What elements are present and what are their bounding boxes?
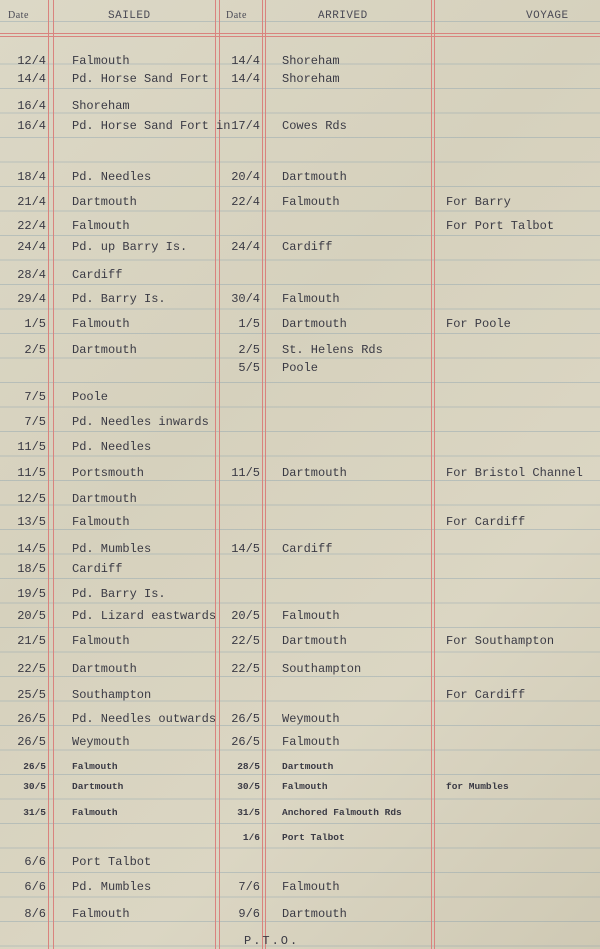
header-arrived: ARRIVED — [318, 10, 368, 22]
arrived-date: 30/4 — [231, 292, 260, 306]
log-row — [0, 609, 600, 627]
sailed-place: Portsmouth — [72, 466, 145, 480]
log-row — [0, 542, 600, 560]
arrived-date: 26/5 — [231, 712, 260, 726]
arrived-place: Poole — [282, 361, 319, 375]
arrived-place: Falmouth — [282, 880, 340, 894]
arrived-date: 5/5 — [238, 361, 260, 375]
arrived-place: Dartmouth — [282, 634, 347, 648]
voyage-note: For Poole — [446, 317, 511, 331]
sailed-date: 26/5 — [23, 761, 46, 772]
log-row — [0, 170, 600, 188]
sailed-place: Dartmouth — [72, 492, 137, 506]
sailed-date: 29/4 — [17, 292, 46, 306]
arrived-date: 22/5 — [231, 662, 260, 676]
log-row — [0, 807, 600, 825]
sailed-date: 16/4 — [17, 99, 46, 113]
log-row — [0, 466, 600, 484]
sailed-date: 16/4 — [17, 119, 46, 133]
log-row — [0, 735, 600, 753]
arrived-date: 7/6 — [238, 880, 260, 894]
arrived-place: Falmouth — [282, 735, 340, 749]
arrived-place: Falmouth — [282, 781, 328, 792]
sailed-place: Dartmouth — [72, 195, 137, 209]
log-row — [0, 195, 600, 213]
arrived-place: Anchored Falmouth Rds — [282, 807, 402, 818]
sailed-date: 26/5 — [17, 735, 46, 749]
arrived-place: Dartmouth — [282, 170, 347, 184]
log-row — [0, 688, 600, 706]
voyage-note: For Southampton — [446, 634, 555, 648]
log-row — [0, 761, 600, 779]
sailed-place: Falmouth — [72, 761, 118, 772]
sailed-date: 30/5 — [23, 781, 46, 792]
log-row — [0, 415, 600, 433]
arrived-place: Cardiff — [282, 240, 333, 254]
sailed-date: 21/5 — [17, 634, 46, 648]
arrived-place: Southampton — [282, 662, 362, 676]
sailed-date: 22/5 — [17, 662, 46, 676]
log-row — [0, 317, 600, 335]
sailed-place: Falmouth — [72, 219, 130, 233]
voyage-note: For Barry — [446, 195, 511, 209]
sailed-date: 26/5 — [17, 712, 46, 726]
header-date-arrived: Date — [226, 10, 247, 21]
sailed-date: 18/4 — [17, 170, 46, 184]
voyage-note: For Bristol Channel — [446, 466, 583, 480]
arrived-place: Port Talbot — [282, 832, 345, 843]
voyage-note: For Port Talbot — [446, 219, 555, 233]
arrived-date: 22/5 — [231, 634, 260, 648]
arrived-date: 20/5 — [231, 609, 260, 623]
arrived-date: 9/6 — [238, 907, 260, 921]
sailed-place: Poole — [72, 390, 109, 404]
sailed-place: Pd. Horse Sand Fort — [72, 72, 209, 86]
arrived-place: Weymouth — [282, 712, 340, 726]
sailed-date: 25/5 — [17, 688, 46, 702]
sailed-place: Pd. Needles — [72, 440, 152, 454]
sailed-date: 14/5 — [17, 542, 46, 556]
sailed-date: 20/5 — [17, 609, 46, 623]
log-row — [0, 515, 600, 533]
sailed-place: Southampton — [72, 688, 152, 702]
arrived-date: 2/5 — [238, 343, 260, 357]
arrived-date: 28/5 — [237, 761, 260, 772]
sailed-place: Pd. up Barry Is. — [72, 240, 188, 254]
sailed-date: 18/5 — [17, 562, 46, 576]
log-row — [0, 268, 600, 286]
log-row — [0, 72, 600, 90]
arrived-place: Falmouth — [282, 195, 340, 209]
arrived-date: 14/4 — [231, 54, 260, 68]
sailed-place: Pd. Needles inwards — [72, 415, 209, 429]
sailed-date: 24/4 — [17, 240, 46, 254]
header-rule — [0, 36, 600, 37]
sailed-place: Pd. Needles — [72, 170, 152, 184]
arrived-date: 14/5 — [231, 542, 260, 556]
arrived-place: Falmouth — [282, 609, 340, 623]
sailed-date: 12/4 — [17, 54, 46, 68]
header-voyage: VOYAGE — [526, 10, 569, 22]
sailed-place: Dartmouth — [72, 662, 137, 676]
sailed-place: Pd. Horse Sand Fort in — [72, 119, 231, 133]
sailed-place: Dartmouth — [72, 343, 137, 357]
sailed-place: Falmouth — [72, 515, 130, 529]
sailed-date: 31/5 — [23, 807, 46, 818]
arrived-place: Falmouth — [282, 292, 340, 306]
sailed-place: Pd. Mumbles — [72, 542, 152, 556]
arrived-place: Dartmouth — [282, 466, 347, 480]
arrived-date: 11/5 — [231, 466, 260, 480]
sailed-date: 6/6 — [24, 880, 46, 894]
sailed-place: Falmouth — [72, 907, 130, 921]
log-row — [0, 587, 600, 605]
sailed-date: 28/4 — [17, 268, 46, 282]
sailed-date: 7/5 — [24, 415, 46, 429]
sailed-place: Falmouth — [72, 317, 130, 331]
log-row — [0, 634, 600, 652]
header-rule — [0, 33, 600, 34]
voyage-note: for Mumbles — [446, 781, 509, 792]
voyage-note: For Cardiff — [446, 688, 526, 702]
log-row — [0, 390, 600, 408]
arrived-date: 31/5 — [237, 807, 260, 818]
sailed-place: Port Talbot — [72, 855, 152, 869]
sailed-place: Pd. Lizard eastwards — [72, 609, 217, 623]
log-row — [0, 662, 600, 680]
sailed-place: Weymouth — [72, 735, 130, 749]
log-row — [0, 781, 600, 799]
arrived-date: 20/4 — [231, 170, 260, 184]
log-row — [0, 855, 600, 873]
header-sailed: SAILED — [108, 10, 151, 22]
log-row — [0, 832, 600, 850]
sailed-place: Dartmouth — [72, 781, 124, 792]
sailed-place: Cardiff — [72, 268, 123, 282]
sailed-date: 13/5 — [17, 515, 46, 529]
sailed-date: 11/5 — [17, 466, 46, 480]
sailed-date: 21/4 — [17, 195, 46, 209]
log-row — [0, 492, 600, 510]
log-row — [0, 99, 600, 117]
arrived-date: 14/4 — [231, 72, 260, 86]
sailed-date: 2/5 — [24, 343, 46, 357]
arrived-date: 17/4 — [231, 119, 260, 133]
arrived-place: Shoreham — [282, 72, 340, 86]
header-date-sailed: Date — [8, 10, 29, 21]
arrived-place: Cardiff — [282, 542, 333, 556]
log-row — [0, 880, 600, 898]
arrived-place: Shoreham — [282, 54, 340, 68]
log-row — [0, 119, 600, 137]
arrived-date: 22/4 — [231, 195, 260, 209]
log-row — [0, 562, 600, 580]
log-row — [0, 712, 600, 730]
sailed-place: Pd. Barry Is. — [72, 292, 166, 306]
sailed-place: Falmouth — [72, 54, 130, 68]
sailed-place: Pd. Barry Is. — [72, 587, 166, 601]
arrived-place: Dartmouth — [282, 317, 347, 331]
sailed-date: 1/5 — [24, 317, 46, 331]
log-row — [0, 240, 600, 258]
sailed-place: Cardiff — [72, 562, 123, 576]
arrived-date: 1/5 — [238, 317, 260, 331]
sailed-date: 11/5 — [17, 440, 46, 454]
sailed-date: 7/5 — [24, 390, 46, 404]
sailed-place: Falmouth — [72, 807, 118, 818]
footer-pto: P.T.O. — [244, 934, 300, 948]
log-row — [0, 219, 600, 237]
sailed-place: Pd. Needles outwards — [72, 712, 217, 726]
sailed-place: Falmouth — [72, 634, 130, 648]
sailed-place: Pd. Mumbles — [72, 880, 152, 894]
arrived-date: 24/4 — [231, 240, 260, 254]
sailed-date: 14/4 — [17, 72, 46, 86]
arrived-place: St. Helens Rds — [282, 343, 383, 357]
arrived-date: 26/5 — [231, 735, 260, 749]
arrived-place: Dartmouth — [282, 761, 334, 772]
log-row — [0, 907, 600, 925]
arrived-date: 30/5 — [237, 781, 260, 792]
sailed-date: 8/6 — [24, 907, 46, 921]
arrived-place: Cowes Rds — [282, 119, 347, 133]
sailed-date: 22/4 — [17, 219, 46, 233]
arrived-place: Dartmouth — [282, 907, 347, 921]
log-row — [0, 440, 600, 458]
sailed-date: 19/5 — [17, 587, 46, 601]
arrived-date: 1/6 — [242, 832, 260, 843]
log-row — [0, 343, 600, 361]
sailed-place: Shoreham — [72, 99, 130, 113]
log-row — [0, 54, 600, 72]
sailed-date: 12/5 — [17, 492, 46, 506]
log-row — [0, 361, 600, 379]
voyage-note: For Cardiff — [446, 515, 526, 529]
log-row — [0, 292, 600, 310]
sailed-date: 6/6 — [24, 855, 46, 869]
